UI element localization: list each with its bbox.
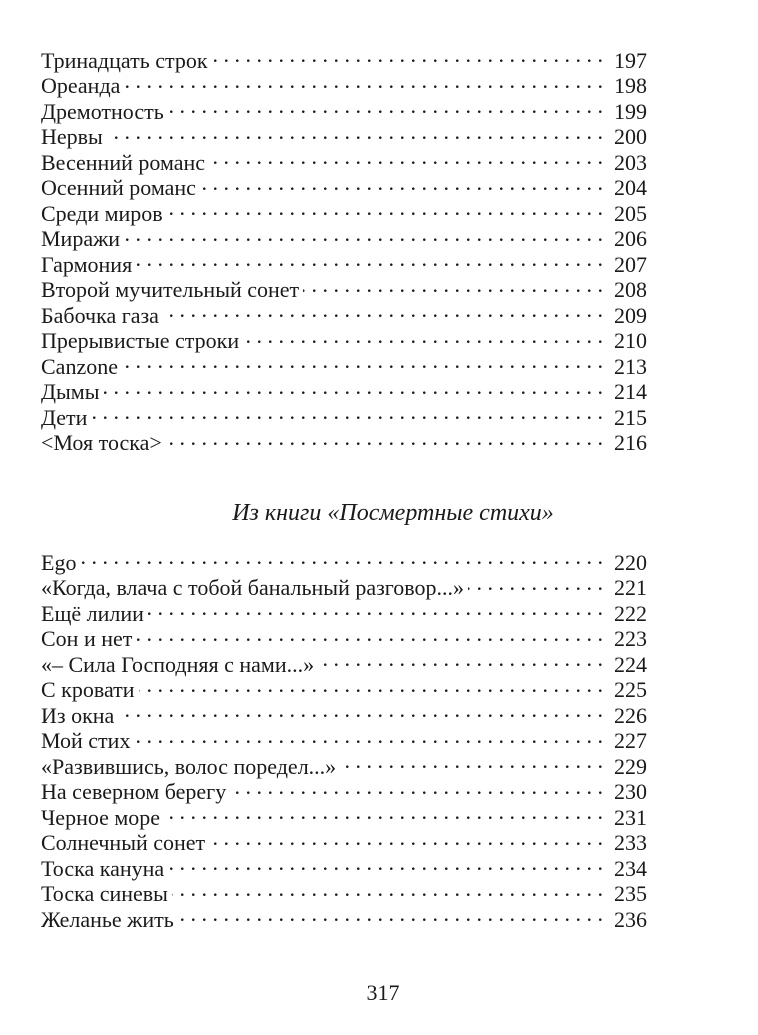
toc-entry: [41, 748, 647, 779]
toc-entry-page: 221: [614, 575, 647, 600]
toc-leader-dots: [80, 544, 603, 570]
toc-entry-page: 220: [614, 549, 647, 575]
toc-entry-page: 234: [614, 855, 647, 881]
toc-leader-dots: [200, 170, 603, 196]
toc-leader-dots: [340, 748, 603, 774]
toc-entry: [41, 374, 647, 404]
toc-entry: [41, 348, 647, 379]
toc-entry-page: 222: [614, 600, 647, 626]
toc-entry: [41, 221, 647, 251]
toc-entry: [41, 93, 647, 124]
toc-list-part2: [41, 544, 647, 932]
toc-entry-page: 214: [614, 379, 647, 404]
toc-entry-page: 208: [614, 277, 647, 302]
toc-leader-dots: [136, 621, 603, 647]
toc-leader-dots: [468, 570, 603, 596]
toc-entry: [41, 399, 647, 430]
toc-leader-dots: [172, 876, 603, 902]
toc-leader-dots: [168, 93, 603, 119]
toc-entry: [41, 544, 647, 575]
toc-entry: [41, 246, 647, 277]
toc-entry: [41, 42, 647, 73]
toc-entry-page: 216: [614, 430, 647, 455]
toc-entry-page: 226: [614, 702, 647, 728]
toc-entry-title: Ореанда: [41, 73, 121, 98]
toc-entry-title: Миражи: [41, 226, 121, 251]
toc-entry: [41, 697, 647, 728]
toc-entry-title: С кровати: [41, 677, 135, 702]
toc-entry-title: «– Сила Господняя с нами...»: [41, 651, 315, 677]
toc-entry-page: 213: [614, 353, 647, 379]
toc-leader-dots: [230, 774, 603, 800]
toc-list-part1: [41, 42, 647, 455]
toc-entry: [41, 425, 647, 455]
toc-entry-page: 230: [614, 779, 647, 804]
toc-entry-page: 229: [614, 753, 647, 779]
toc-entry-title: Тоска кануна: [41, 855, 165, 881]
toc-leader-dots: [168, 850, 603, 876]
section-heading: Из книги «Посмертные стихи»: [232, 500, 554, 526]
toc-entry-title: Осенний романс: [41, 175, 196, 200]
toc-entry-title: Дремотность: [41, 98, 164, 124]
toc-entry-page: 204: [614, 175, 647, 200]
toc-entry-title: Черное море: [41, 804, 161, 830]
toc-entry-title: Среди миров: [41, 200, 163, 226]
toc-leader-dots: [212, 42, 603, 68]
toc-entry-page: 198: [614, 73, 647, 98]
toc-entry-page: 200: [614, 124, 647, 149]
toc-entry-page: 199: [614, 98, 647, 124]
toc-entry: [41, 119, 647, 149]
toc-entry-title: Дымы: [41, 379, 100, 404]
toc-leader-dots: [148, 595, 603, 621]
toc-entry-title: Canzone: [41, 353, 118, 379]
toc-entry-page: 236: [614, 906, 647, 932]
toc-entry-title: Гармония: [41, 251, 133, 277]
toc-entry-title: Прерывистые строки: [41, 328, 240, 353]
toc-entry-page: 203: [614, 149, 647, 175]
toc-leader-dots: [122, 348, 603, 374]
toc-leader-dots: [107, 119, 603, 145]
toc-leader-dots: [209, 144, 603, 170]
toc-entry-title: На северном берегу: [41, 779, 227, 804]
toc-entry-page: 207: [614, 251, 647, 277]
toc-entry-page: 223: [614, 626, 647, 651]
toc-leader-dots: [139, 672, 603, 698]
toc-entry-page: 205: [614, 200, 647, 226]
toc-entry-title: Ещё лилии: [41, 600, 144, 626]
toc-entry-title: Желанье жить: [41, 906, 174, 932]
toc-entry-page: 225: [614, 677, 647, 702]
toc-entry-title: Дети: [41, 404, 88, 430]
toc-entry-page: 206: [614, 226, 647, 251]
toc-entry-title: «Когда, влача с тобой банальный разговор...»: [41, 575, 465, 600]
toc-entry-page: 210: [614, 328, 647, 353]
toc-leader-dots: [124, 68, 603, 94]
toc-leader-dots: [243, 323, 603, 349]
toc-leader-dots: [136, 246, 603, 272]
toc-leader-dots: [209, 825, 603, 851]
toc-entry-title: Солнечный сонет: [41, 830, 206, 855]
toc-leader-dots: [118, 697, 603, 723]
toc-entry-title: Ego: [41, 549, 77, 575]
toc-entry-page: 224: [614, 651, 647, 677]
toc-entry-title: Нервы: [41, 124, 103, 149]
toc-entry-title: Бабочка газа: [41, 302, 159, 328]
toc-entry-title: <Моя тоска>: [41, 430, 162, 455]
toc-entry-title: Второй мучительный сонет: [41, 277, 300, 302]
toc-entry-title: Из окна: [41, 702, 115, 728]
toc-leader-dots: [163, 297, 603, 323]
toc-leader-dots: [134, 723, 603, 749]
toc-entry-page: 197: [614, 47, 647, 73]
toc-entry-title: Весенний романс: [41, 149, 206, 175]
toc-leader-dots: [164, 799, 603, 825]
toc-leader-dots: [318, 646, 603, 672]
toc-entry-title: Тоска синевы: [41, 881, 168, 906]
toc-entry: [41, 68, 647, 98]
toc-entry-page: 235: [614, 881, 647, 906]
toc-entry-title: Сон и нет: [41, 626, 133, 651]
toc-entry-page: 227: [614, 728, 647, 753]
toc-entry-title: Тринадцать строк: [41, 47, 208, 73]
toc-entry-page: 231: [614, 804, 647, 830]
toc-entry: [41, 723, 647, 753]
toc-leader-dots: [124, 221, 603, 247]
toc-entry-page: 215: [614, 404, 647, 430]
toc-entry-page: 209: [614, 302, 647, 328]
toc-leader-dots: [91, 399, 603, 425]
toc-leader-dots: [178, 901, 603, 927]
toc-entry: [41, 570, 647, 600]
toc-leader-dots: [104, 374, 604, 400]
toc-entry: [41, 144, 647, 175]
toc-entry-title: Мой стих: [41, 728, 131, 753]
toc-leader-dots: [166, 425, 603, 451]
toc-leader-dots: [303, 272, 603, 298]
toc-entry-page: 233: [614, 830, 647, 855]
toc-entry-title: «Развившись, волос поредел...»: [41, 753, 337, 779]
page-number: 317: [366, 980, 400, 1005]
toc-leader-dots: [167, 195, 603, 221]
